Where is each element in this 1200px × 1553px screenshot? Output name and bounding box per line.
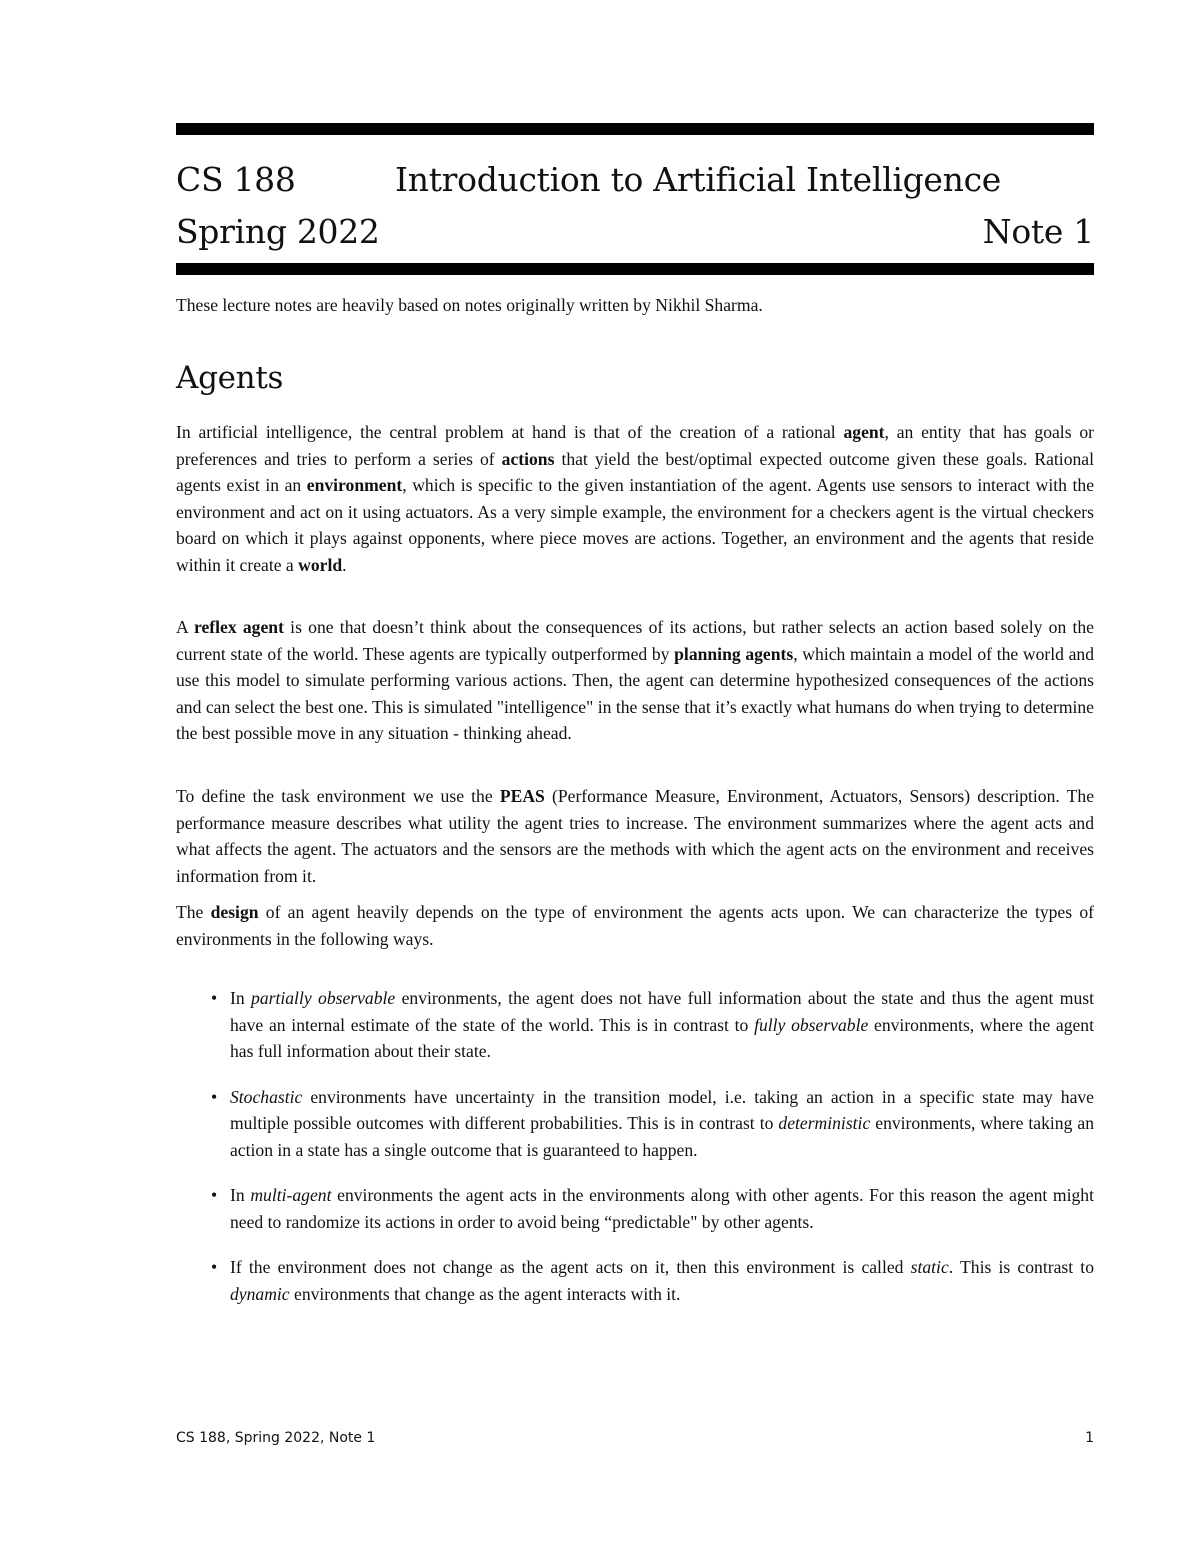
credit-line: These lecture notes are heavily based on notes originally written by Nikhil Sharma.	[176, 295, 763, 315]
paragraph-reflex-agent	[176, 614, 1094, 747]
term-label: Spring 2022	[176, 212, 380, 251]
text-run: , an entity that has goals or preferences and tries to perform a series of	[176, 422, 1094, 469]
list-item	[176, 985, 1094, 1065]
list-item	[176, 1182, 1094, 1235]
footer-label: CS 188, Spring 2022, Note 1	[176, 1430, 376, 1446]
bold-term: design	[210, 902, 259, 922]
italic-term: partially observable	[251, 988, 396, 1008]
environment-types-list	[176, 985, 1094, 1326]
text-run: The	[176, 902, 211, 922]
header-rule-top	[176, 123, 1094, 135]
bold-term: PEAS	[499, 786, 545, 806]
text-run: environments that change as the agent interacts with it.	[289, 1283, 681, 1304]
list-item	[176, 1254, 1094, 1307]
bold-term: agent	[843, 422, 885, 442]
text-run: environments, the agent does not have full information about the state and thus the agent must have an internal estimate of the state of the world. This is in contrast to	[230, 988, 1094, 1035]
paragraph-agents-intro	[176, 419, 1094, 578]
bullet-marker: •	[211, 1086, 218, 1107]
header-rule-bottom	[176, 263, 1094, 275]
text-run: (Performance Measure, Environment, Actuators, Sensors) description. The performance measure describes what utility the agent tries to increase. The environment summarizes where the agent acts and what affects the agent. The actuators and the sensors are the methods with which the agent acts on the environment and receives information from it.	[176, 786, 1094, 886]
text-run: , which maintain a model of the world and use this model to simulate performing various actions. Then, the agent can determine hypothesized consequences of the actions and can select the best one. This is simulated "intelligence" in the sense that it’s exactly what humans do when trying to determine the best possible move in any situation - thinking ahead.	[176, 643, 1094, 743]
list-item-text	[230, 1087, 1094, 1160]
bullet-marker: •	[211, 1257, 218, 1277]
text-run: .	[342, 554, 347, 575]
text-run: If the environment does not change as the agent acts on it, then this environment is called	[230, 1257, 911, 1277]
bullet-marker: •	[211, 1185, 218, 1205]
bold-term: reflex agent	[193, 617, 284, 637]
paragraph-peas	[176, 783, 1094, 889]
text-run: In	[230, 1185, 251, 1205]
text-run: environments, where taking an action in a state has a single outcome that is guaranteed to happen.	[230, 1113, 1094, 1160]
italic-term: fully observable	[754, 1014, 869, 1035]
text-run: . This is contrast to	[948, 1257, 1094, 1277]
course-title: Introduction to Artificial Intelligence	[395, 160, 1002, 199]
note-label: Note 1	[982, 212, 1094, 251]
text-run: To define the task environment we use the	[176, 786, 500, 806]
course-code: CS 188	[176, 160, 296, 199]
italic-term: Stochastic	[230, 1086, 303, 1107]
bullet-marker: •	[211, 988, 218, 1008]
page-number: 1	[1085, 1430, 1094, 1446]
italic-term: multi-agent	[250, 1185, 332, 1205]
text-run: environments, where the agent has full information about their state.	[230, 1014, 1094, 1061]
italic-term: static	[910, 1257, 949, 1277]
list-item-text	[230, 1185, 1094, 1232]
bold-term: planning agents	[674, 643, 794, 664]
list-item-text	[230, 988, 1094, 1061]
text-run: A	[176, 617, 194, 637]
text-run: In	[230, 988, 252, 1008]
italic-term: dynamic	[230, 1283, 290, 1304]
paragraph-design	[176, 899, 1094, 952]
text-run: of an agent heavily depends on the type of environment the agents acts upon. We can characterize the types of environments in the following ways.	[176, 902, 1094, 949]
text-run: , which is specific to the given instantiation of the agent. Agents use sensors to interact with the environment and act on it using actuators. As a very simple example, the environment for a checkers agent is the virtual checkers board on which it plays against opponents, where piece moves are actions. Together, an environment and the agents that reside within it create a	[176, 475, 1095, 575]
bold-term: actions	[501, 448, 555, 469]
bold-term: world	[298, 554, 343, 575]
italic-term: deterministic	[778, 1113, 871, 1133]
text-run: In artificial intelligence, the central problem at hand is that of the creation of a rational	[176, 422, 844, 442]
bold-term: environment	[306, 475, 403, 495]
text-run: environments have uncertainty in the transition model, i.e. taking an action in a specific state may have multiple possible outcomes with different probabilities. This is in contrast to	[230, 1086, 1094, 1133]
section-heading: Agents	[176, 360, 284, 396]
text-run: is one that doesn’t think about the consequences of its actions, but rather selects an action based solely on the current state of the world. These agents are typically outperformed by	[176, 617, 1094, 664]
text-run: environments the agent acts in the environments along with other agents. For this reason the agent might need to randomize its actions in order to avoid being “predictable" by other agents.	[230, 1185, 1094, 1232]
text-run: that yield the best/optimal expected outcome given these goals. Rational agents exist in an	[176, 448, 1094, 495]
list-item	[176, 1084, 1094, 1164]
list-item-text	[230, 1257, 1094, 1304]
